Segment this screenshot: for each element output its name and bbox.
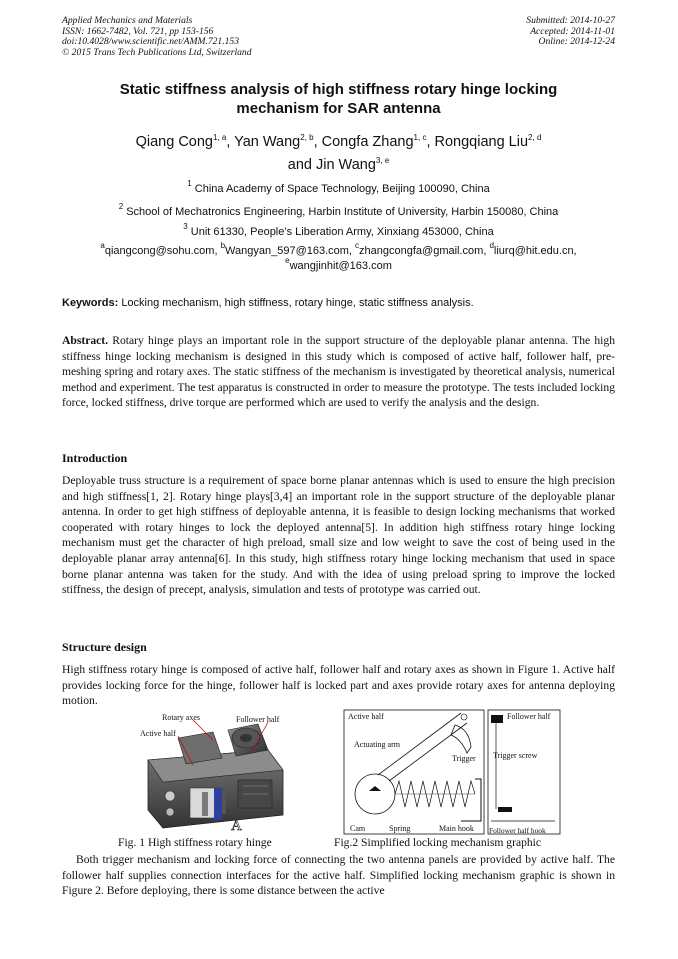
accepted-date: Accepted: 2014-11-01 bbox=[530, 25, 615, 37]
journal-name: Applied Mechanics and Materials bbox=[62, 15, 193, 26]
mechanism-graphic bbox=[343, 709, 561, 835]
figure-2-caption: Fig.2 Simplified locking mechanism graphic bbox=[334, 836, 542, 849]
dates-header bbox=[526, 16, 615, 48]
author: Yan Wang bbox=[234, 134, 301, 150]
fig1-label-a: A bbox=[231, 818, 242, 834]
fig2-label-actuating-arm: Actuating arm bbox=[354, 740, 400, 749]
journal-header bbox=[62, 16, 252, 58]
fig2-label-follower-half-hook: Follower half hook bbox=[489, 826, 546, 835]
email-link[interactable]: liurq@hit.edu.cn, bbox=[493, 245, 577, 257]
submitted-date: Submitted: 2014-10-27 bbox=[526, 15, 615, 26]
author: Rongqiang Liu bbox=[434, 134, 529, 150]
fig1-label-rotary-axes: Rotary axes bbox=[162, 713, 200, 722]
fig1-label-follower-half: Follower half bbox=[236, 715, 280, 724]
issn: ISSN: 1662-7482, Vol. 721, pp 153-156 bbox=[62, 25, 214, 37]
fig2-label-trigger-screw: Trigger screw bbox=[493, 751, 538, 760]
figure-1-caption: Fig. 1 High stiffness rotary hinge bbox=[118, 836, 272, 849]
author: Jin Wang bbox=[315, 157, 376, 173]
affiliation: $^2$ School of Mechatronics Engineering, Harbin Institute of University, Harbin 150080, China bbox=[118, 202, 559, 218]
fig2-label-main-hook: Main hook bbox=[439, 824, 474, 833]
section-heading-structure: Structure design bbox=[62, 640, 147, 654]
email-link[interactable]: wangjinhit@163.com bbox=[289, 260, 392, 272]
fig2-label-cam: Cam bbox=[350, 824, 366, 833]
author: Qiang Cong bbox=[135, 134, 213, 150]
author-emails: $^a$qiangcong@sohu.com, $^b$Wangyan_597@163.com, $^c$zhangcongfa@gmail.com, $^d$liurq@hit.edu.cn, $^e$wangjinhit@163.com bbox=[100, 241, 577, 272]
keywords: Keywords: Locking mechanism, high stiffness, rotary hinge, static stiffness analysis. bbox=[62, 297, 474, 309]
fig2-label-spring: Spring bbox=[389, 824, 411, 833]
section-heading-introduction: Introduction bbox=[62, 451, 128, 465]
author: Congfa Zhang bbox=[321, 134, 414, 150]
doi-link[interactable]: doi:10.4028/www.scientific.net/AMM.721.153 bbox=[62, 36, 240, 48]
abstract: Abstract. Rotary hinge plays an important role in the support structure of the deployable planar antenna. The high stiffness hinge locking mechanism is designed in this study which is composed of active half, follower half, pre-meshing spring and rotary axes. The static stiffness of the mechanism is investigated by theoretical analysis, numerical method and experiment. The test apparatus is constructed in order to measure the prototype. The tests included locking force, locked stiffness, drive torque are performed which are used to verify the analysis and the design. bbox=[62, 334, 615, 410]
email-link[interactable]: Wangyan_597@163.com, bbox=[225, 245, 352, 257]
email-link[interactable]: qiangcong@sohu.com, bbox=[104, 245, 218, 257]
fig2-label-follower-half: Follower half bbox=[507, 712, 551, 721]
copyright: © 2015 Trans Tech Publications Ltd, Switzerland bbox=[62, 46, 252, 58]
fig1-label-active-half: Active half bbox=[140, 729, 176, 738]
figure-2-mechanism-diagram bbox=[343, 709, 561, 835]
structure-text: High stiffness rotary hinge is composed of active half, follower half and rotary axes as shown in Figure 1. Active half provides locking force for the hinge, follower half is locked part and axes provide rotary axes for antenna deploying motion. bbox=[62, 663, 615, 708]
affiliation: $^3$ Unit 61330, People’s Liberation Army, Xinxiang 453000, China bbox=[183, 222, 494, 238]
affiliation: $^1$ China Academy of Space Technology, Beijing 100090, China bbox=[187, 179, 490, 195]
author-list: Qiang Cong$^{1, a}$, Yan Wang$^{2, b}$, Congfa Zhang$^{1, c}$, Rongqiang Liu$^{2, d}$ and Jin Wang$^{3, e}$ bbox=[135, 133, 542, 173]
body-text: Both trigger mechanism and locking force of connecting the two antenna panels are provided by active half. The follower half supplies connection interfaces for the active half. Simplified locking mechanism graphic is shown in Figure 2. Before deploying, there is some distance between the active bbox=[62, 853, 615, 898]
fig2-label-active-half: Active half bbox=[348, 712, 384, 721]
online-date: Online: 2014-12-24 bbox=[538, 36, 615, 48]
email-link[interactable]: zhangcongfa@gmail.com, bbox=[359, 245, 487, 257]
figure-1-hinge-image bbox=[118, 710, 298, 835]
hinge-rendering bbox=[118, 710, 298, 835]
paper-title: Static stiffness analysis of high stiffness rotary hinge locking mechanism for SAR antenna bbox=[119, 81, 558, 117]
introduction-text: Deployable truss structure is a requirement of space borne planar antennas which is used to ensure the high precision and high stiffness[1, 2]. Rotary hinge plays[3,4] an important role in the support structure of the deployable planar antenna. In order to get high stiffness of deployable antenna, it is feasible to design locking mechanisms that worked cooperated with rotary hinges to lock the deployed antenna[5]. In addition high stiffness rotary hinge locking mechanism must get the character of high preload, small size and low weight to save the cost of being used in the deployable planar array antenna[6]. In this study, high stiffness rotary hinge locking mechanism that used in space borne planar antenna was taken for the study. And with the idea of using preload spring to improve the locked stiffness, the design of precept, analysis, simulation and tests of prototype was carried out. bbox=[62, 474, 615, 597]
fig2-label-trigger: Trigger bbox=[452, 754, 476, 763]
